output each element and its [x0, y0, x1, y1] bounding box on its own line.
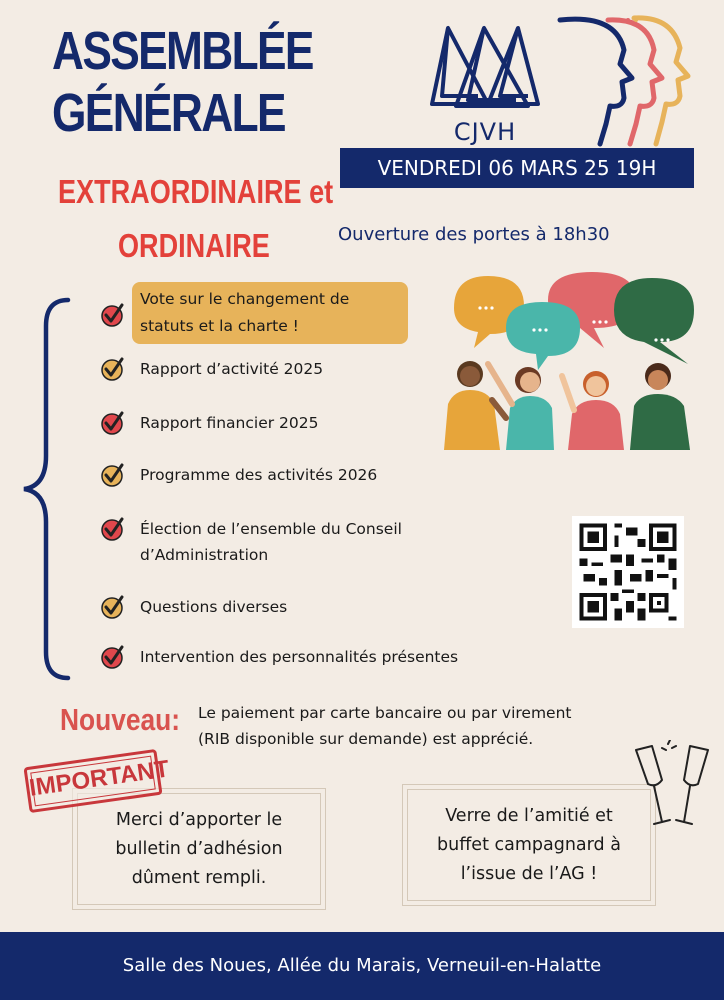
- agenda-item-3: [100, 410, 319, 436]
- payment-notice-text: Le paiement par carte bancaire ou par virement (RIB disponible sur demande) est apprécié.: [198, 704, 572, 748]
- refreshments-box: [402, 784, 656, 906]
- important-line-1: Merci d’apporter le: [115, 809, 283, 830]
- checkmark-icon: [100, 516, 126, 542]
- agenda-item-2: [100, 356, 323, 382]
- important-box: [72, 788, 326, 910]
- curly-brace-icon: [18, 296, 74, 682]
- important-line-3: dûment rempli.: [131, 867, 267, 888]
- checkmark-icon: [100, 410, 126, 436]
- checkmark-icon: [100, 302, 126, 328]
- checkmark-icon: [100, 462, 126, 488]
- champagne-glasses-icon: [632, 740, 714, 834]
- doors-opening-text: Ouverture des portes à 18h30: [338, 224, 610, 245]
- agenda-item-7: [100, 644, 458, 670]
- agenda-item-7-text: Intervention des personnalités présentes: [140, 648, 459, 666]
- checkmark-icon: [100, 594, 126, 620]
- subtitle-line-2: ORDINAIRE: [118, 227, 270, 264]
- agenda-item-5: [100, 516, 402, 568]
- footer-address: Salle des Noues, Allée du Marais, Verneuil-en-Halatte: [0, 932, 724, 1000]
- important-stamp: IMPORTANT: [23, 749, 162, 813]
- logo-text: CJVH: [453, 118, 517, 146]
- subtitle-line-1: EXTRAORDINAIRE et: [58, 173, 334, 210]
- agenda-item-6-text: Questions diverses: [140, 598, 288, 616]
- agenda-item-2-text: Rapport d’activité 2025: [140, 360, 324, 378]
- checkmark-icon: [100, 644, 126, 670]
- refreshments-line-3: l’issue de l’AG !: [460, 863, 598, 884]
- event-date-banner: VENDREDI 06 MARS 25 19H: [340, 148, 694, 188]
- agenda-item-1: [100, 302, 126, 328]
- title-line-1: ASSEMBLÉE: [52, 21, 313, 81]
- people-discussion-illustration: [444, 268, 700, 450]
- qr-code-icon: [572, 516, 684, 628]
- checkmark-icon: [100, 356, 126, 382]
- nouveau-label: Nouveau:: [60, 702, 181, 737]
- agenda-item-5-text: Élection de l’ensemble du Conseil d’Administration: [140, 520, 402, 564]
- agenda-item-3-text: Rapport financier 2025: [140, 414, 319, 432]
- agenda-item-4-text: Programme des activités 2026: [140, 466, 378, 484]
- agenda-item-4: [100, 462, 377, 488]
- agenda-item-6: [100, 594, 287, 620]
- refreshments-line-2: buffet campagnard à: [437, 834, 621, 855]
- face-profiles-icon: [552, 12, 712, 152]
- agenda-item-1-text: Vote sur le changement de statuts et la charte !: [140, 290, 350, 335]
- refreshments-line-1: Verre de l’amitié et: [445, 805, 613, 826]
- title-line-2: GÉNÉRALE: [52, 83, 285, 143]
- important-line-2: bulletin d’adhésion: [115, 838, 283, 859]
